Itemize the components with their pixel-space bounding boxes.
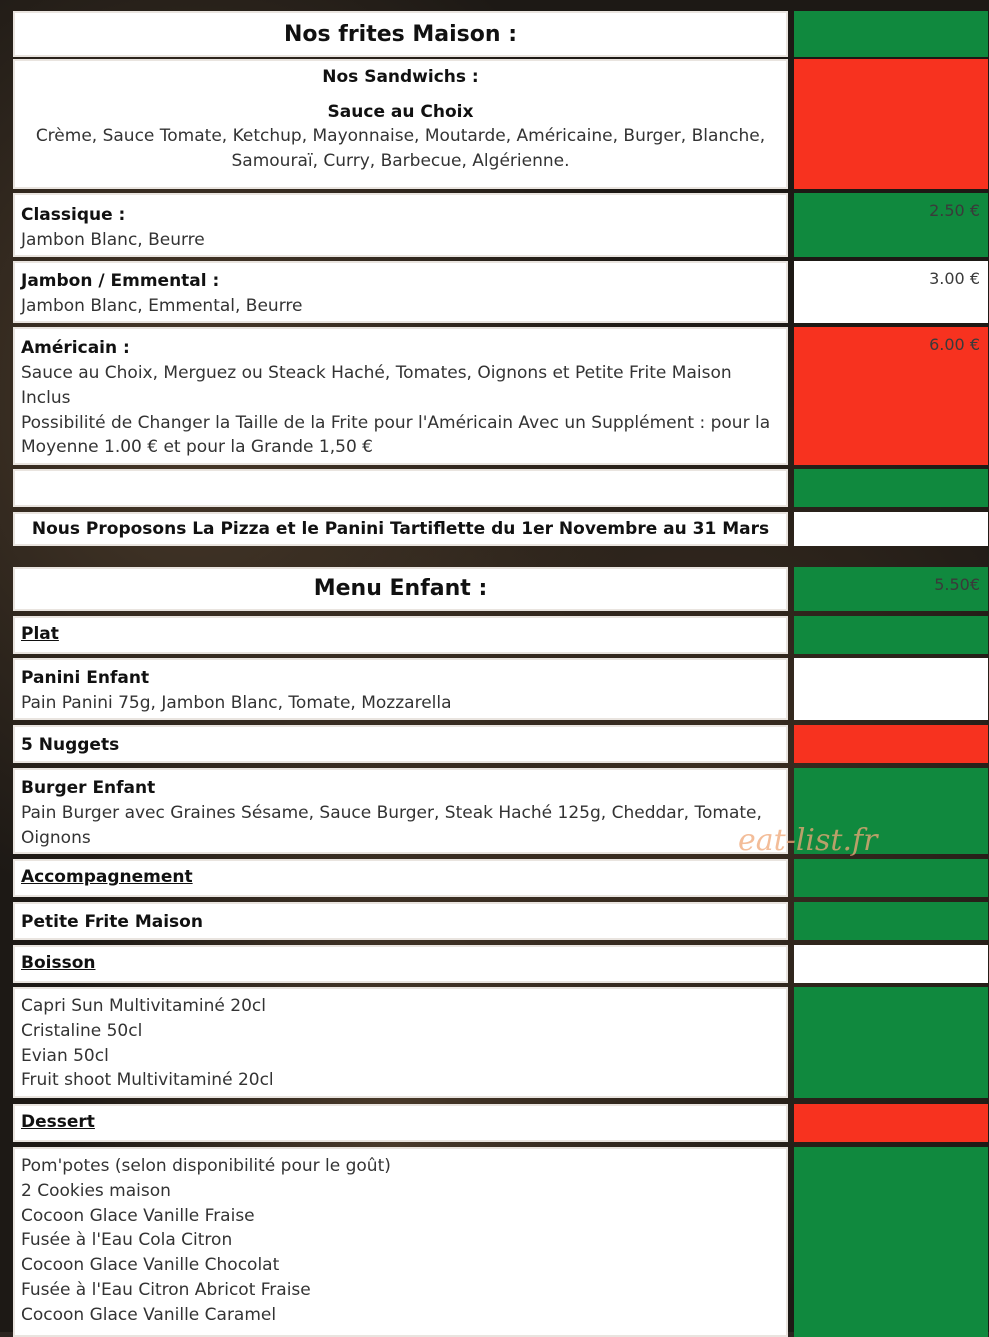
empty-cell (13, 469, 788, 507)
item-cell (13, 327, 788, 465)
item-desc: Pain Burger avec Graines Sésame, Sauce Burger, Steak Haché 125g, Cheddar, Tomate, Oignons (21, 803, 762, 848)
item-desc: Pain Panini 75g, Jambon Blanc, Tomate, Mozzarella (21, 693, 452, 713)
section-price (794, 945, 988, 983)
list-item: Fruit shoot Multivitaminé 20cl (21, 1070, 274, 1091)
sandwich-heading: Nos Sandwichs : (322, 67, 479, 87)
item-name: Américain : (21, 338, 130, 358)
desserts-price (794, 1147, 988, 1337)
item-name: Jambon / Emmental : (21, 271, 220, 291)
section-cell (13, 859, 788, 897)
kids-desserts-row (0, 1147, 989, 1337)
item-cell (13, 658, 788, 720)
kids-dessert-label-row (0, 1104, 989, 1142)
item-price: 6.00 € (794, 327, 988, 465)
list-item: Capri Sun Multivitaminé 20cl (21, 996, 266, 1016)
list-item: Cocoon Glace Vanille Fraise (21, 1205, 255, 1226)
section-cell (13, 1104, 788, 1142)
section-price (794, 859, 988, 897)
section-price (794, 616, 988, 654)
item-price (794, 658, 988, 720)
kids-nuggets-row (0, 725, 989, 763)
empty-row (0, 469, 989, 507)
section-price (794, 1104, 988, 1142)
item-name: Panini Enfant (21, 668, 150, 688)
drinks-cell (13, 987, 788, 1098)
kids-drink-label-row (0, 945, 989, 983)
notice-text: Nous Proposons La Pizza et le Panini Tartiflette du 1er Novembre au 31 Mars (13, 512, 788, 546)
list-item: Pom'potes (selon disponibilité pour le goût) (21, 1156, 391, 1176)
item-price: 3.00 € (794, 261, 988, 323)
fries-price-cell (794, 11, 988, 57)
list-item: Cocoon Glace Vanille Caramel (21, 1304, 277, 1325)
item-cell (13, 768, 788, 854)
side-label: Accompagnement (21, 867, 193, 887)
sandwich-header-row (0, 59, 989, 189)
drinks-price (794, 987, 988, 1098)
item-name: Petite Frite Maison (21, 912, 203, 932)
notice-price (794, 512, 988, 546)
item-name: Classique : (21, 205, 126, 225)
item-cell (13, 193, 788, 257)
sandwich-header-cell (13, 59, 788, 189)
kids-menu-title: Menu Enfant : (13, 567, 788, 611)
list-item: Fusée à l'Eau Citron Abricot Fraise (21, 1279, 311, 1300)
item-price (794, 725, 988, 763)
list-item: Evian 50cl (21, 1045, 109, 1066)
sandwich-header-price (794, 59, 988, 189)
sauce-title: Sauce au Choix (327, 102, 474, 122)
notice-row (0, 512, 989, 546)
section-cell (13, 616, 788, 654)
kids-panini-row (0, 658, 989, 720)
list-item: 2 Cookies maison (21, 1180, 171, 1201)
sauce-list: Crème, Sauce Tomate, Ketchup, Mayonnaise, Moutarde, Américaine, Burger, Blanche, Samouraï, Curry, Barbecue, Algérienne. (35, 126, 766, 171)
menu-item-classique (0, 193, 989, 257)
menu-item-americain (0, 327, 989, 465)
item-cell (13, 725, 788, 763)
fries-title: Nos frites Maison : (13, 11, 788, 57)
item-cell (13, 261, 788, 323)
menu-item-jambon-emmental (0, 261, 989, 323)
item-name: Burger Enfant (21, 778, 156, 798)
list-item: Cocoon Glace Vanille Chocolat (21, 1255, 280, 1276)
dessert-label: Dessert (21, 1112, 95, 1132)
kids-side-item-row (0, 902, 989, 940)
fries-header-row (0, 11, 989, 57)
kids-plat-row (0, 616, 989, 654)
item-price (794, 902, 988, 940)
drink-label: Boisson (21, 953, 96, 973)
item-name: 5 Nuggets (21, 735, 120, 755)
desserts-cell (13, 1147, 788, 1337)
kids-menu-price: 5.50€ (794, 567, 988, 611)
item-price: 2.50 € (794, 193, 988, 257)
item-desc: Jambon Blanc, Emmental, Beurre (21, 296, 303, 316)
item-desc-note: Possibilité de Changer la Taille de la Frite pour l'Américain Avec un Supplément : pour la Moyenne 1.00 € et pour la Grande 1,50 € (21, 412, 771, 458)
plat-label: Plat (21, 624, 59, 644)
item-cell (13, 902, 788, 940)
item-desc: Jambon Blanc, Beurre (21, 230, 205, 250)
kids-drinks-row (0, 987, 989, 1098)
section-cell (13, 945, 788, 983)
empty-price (794, 469, 988, 507)
kids-menu-header-row (0, 567, 989, 611)
list-item: Cristaline 50cl (21, 1020, 143, 1041)
item-desc: Sauce au Choix, Merguez ou Steack Haché, Tomates, Oignons et Petite Frite Maison Inclus (21, 363, 732, 408)
watermark: eat-list.fr (738, 823, 878, 858)
kids-side-label-row (0, 859, 989, 897)
list-item: Fusée à l'Eau Cola Citron (21, 1230, 233, 1251)
